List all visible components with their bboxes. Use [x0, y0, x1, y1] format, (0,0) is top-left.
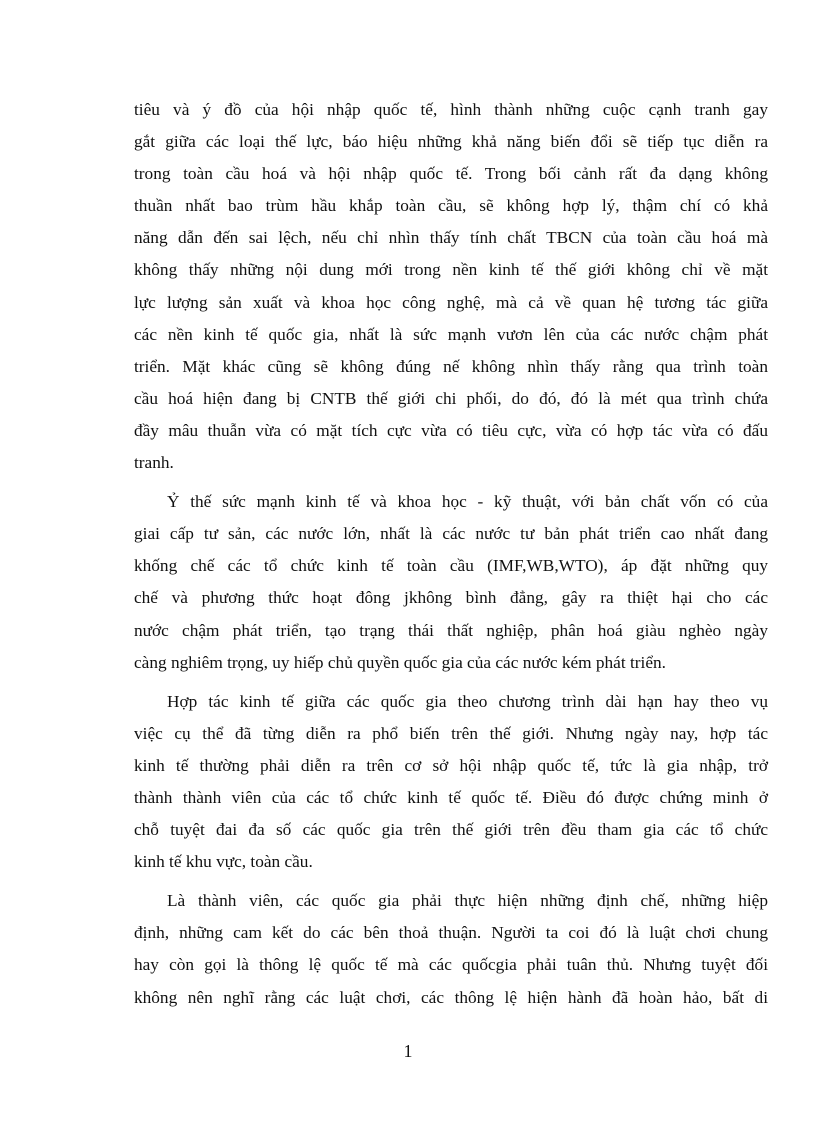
text-line: cầu hoá hiện đang bị CNTB thế giới chi phối, do đó, đó là mét qua trình chứa	[134, 388, 768, 408]
paragraph	[134, 94, 768, 479]
text-line: định, những cam kết do các bên thoả thuận. Người ta coi đó là luật chơi chung	[134, 923, 768, 943]
text-line: việc cụ thể đã từng diễn ra phổ biến trên thế giới. Nhưng ngày nay, hợp tác	[134, 723, 768, 743]
text-line: gắt giữa các loại thế lực, báo hiệu những khả năng biến đổi sẽ tiếp tục diễn ra	[134, 132, 768, 152]
paragraph	[134, 486, 768, 679]
text-line: tiêu và ý đồ của hội nhập quốc tế, hình thành những cuộc cạnh tranh gay	[134, 100, 768, 119]
text-line: Hợp tác kinh tế giữa các quốc gia theo chương trình dài hạn hay theo vụ	[167, 691, 768, 711]
text-line: các nền kinh tế quốc gia, nhất là sức mạnh vươn lên của các nước chậm phát	[134, 324, 768, 344]
text-line: thành thành viên của các tổ chức kinh tế quốc tế. Điều đó được chứng minh ở	[134, 787, 768, 807]
body-text	[134, 94, 768, 1021]
text-line: đầy mâu thuẫn vừa có mặt tích cực vừa có tiêu cực, vừa có hợp tác vừa có đấu	[134, 420, 768, 440]
text-line: chế và phương thức hoạt đông jkhông bình đẳng, gây ra thiệt hại cho các	[134, 588, 768, 608]
text-line: chỗ tuyệt đai đa số các quốc gia trên thế giới trên đều tham gia các tổ chức	[134, 820, 768, 840]
text-line: khống chế các tổ chức kinh tế toàn cầu (IMF,WB,WTO), áp đặt những quy	[134, 556, 768, 576]
text-line: trong toàn cầu hoá và hội nhập quốc tế. Trong bối cảnh rất đa dạng không	[134, 164, 768, 184]
text-line: không nên nghĩ rằng các luật chơi, các thông lệ hiện hành đã hoàn hảo, bất di	[134, 987, 768, 1007]
text-line: năng dẫn đến sai lệch, nếu chỉ nhìn thấy tính chất TBCN của toàn cầu hoá mà	[134, 228, 768, 248]
text-line: giai cấp tư sản, các nước lớn, nhất là các nước tư bản phát triển cao nhất đang	[134, 524, 768, 544]
paragraph	[134, 885, 768, 1013]
text-line: không thấy những nội dung mới trong nền kinh tế thế giới không chỉ về mặt	[134, 260, 768, 280]
text-line: tranh.	[134, 453, 174, 473]
text-line: nước chậm phát triển, tạo trạng thái thất nghiệp, phân hoá giàu nghèo ngày	[134, 620, 768, 640]
text-line: kinh tế thường phải diễn ra trên cơ sở hội nhập quốc tế, tức là gia nhập, trở	[134, 755, 768, 775]
text-line: lực lượng sản xuất và khoa học công nghệ, mà cả về quan hệ tương tác giữa	[134, 292, 768, 312]
text-line: Là thành viên, các quốc gia phải thực hiện những định chế, những hiệp	[167, 891, 768, 911]
text-line: kinh tế khu vực, toàn cầu.	[134, 852, 313, 872]
text-line: hay còn gọi là thông lệ quốc tế mà các quốcgia phải tuân thủ. Nhưng tuyệt đối	[134, 955, 768, 975]
page-number: 1	[403, 1041, 413, 1061]
text-line: thuần nhất bao trùm hầu khắp toàn cầu, sẽ không hợp lý, thậm chí có khả	[134, 196, 768, 216]
paragraph	[134, 686, 768, 879]
text-line: càng nghiêm trọng, uy hiếp chủ quyền quốc gia của các nước kém phát triển.	[134, 652, 666, 672]
text-line: Ỷ thế sức mạnh kinh tế và khoa học - kỹ thuật, với bản chất vốn có của	[167, 492, 768, 512]
text-line: triển. Mặt khác cũng sẽ không đúng nế không nhìn thấy rằng qua trình toàn	[134, 356, 768, 376]
